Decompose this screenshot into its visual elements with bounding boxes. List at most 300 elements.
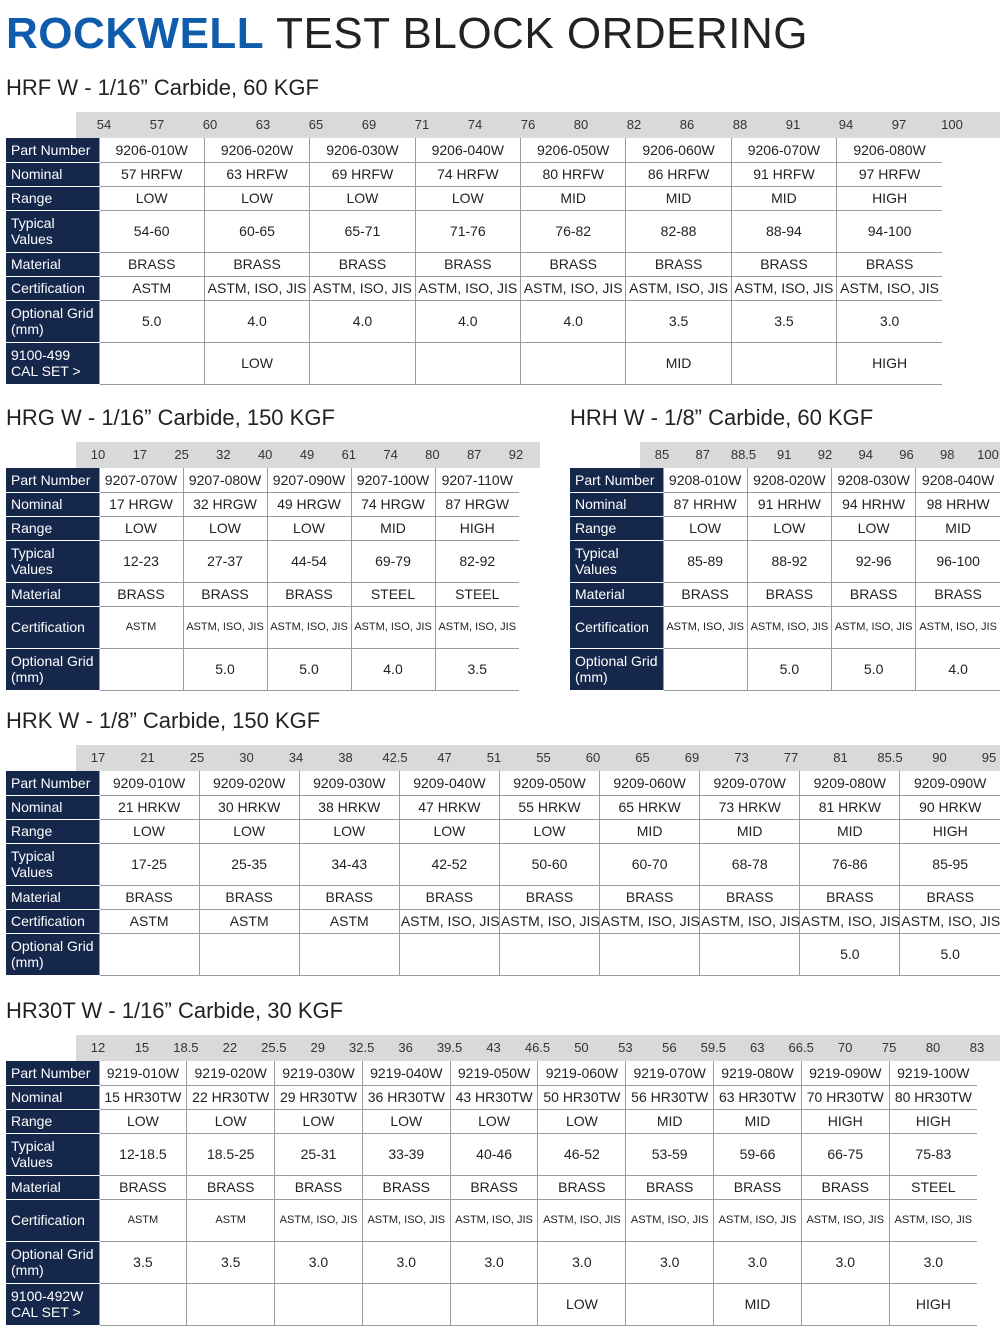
- table-cell: [299, 933, 399, 975]
- spec-table: [6, 138, 942, 385]
- table-cell: 94-100: [837, 210, 942, 252]
- section-title: HRG W - 1/16” Carbide, 150 KGF: [6, 405, 335, 430]
- scale-tick-label: 17: [90, 750, 106, 765]
- scale-tick-label: 85: [654, 447, 670, 462]
- table-cell: BRASS: [299, 885, 399, 909]
- table-cell: 9206-050W: [521, 138, 626, 162]
- row-label: Optional Grid (mm): [6, 933, 99, 975]
- table-cell: 80 HRFW: [521, 162, 626, 186]
- table-cell: 17-25: [99, 843, 199, 885]
- table-cell: 88-92: [747, 540, 831, 582]
- table-cell: 69 HRFW: [310, 162, 415, 186]
- table-cell: MID: [700, 819, 800, 843]
- scale-tick-label: 69: [361, 117, 377, 132]
- table-cell: 97 HRFW: [837, 162, 942, 186]
- scale-tick-label: 54: [96, 117, 112, 132]
- table-cell: LOW: [99, 516, 183, 540]
- table-cell: 18.5-25: [187, 1133, 275, 1175]
- table-row-nominal: [6, 162, 942, 186]
- table-cell: LOW: [415, 186, 520, 210]
- table-row-range: [6, 186, 942, 210]
- table-cell: 4.0: [204, 300, 309, 342]
- scale-tick-label: 63: [750, 1040, 765, 1055]
- row-label: 9100-499 CAL SET >: [6, 342, 99, 384]
- row-label: Typical Values: [6, 843, 99, 885]
- scale-tick-label: 100: [941, 117, 963, 132]
- row-label: Optional Grid (mm): [6, 1241, 99, 1283]
- section-title: HR30T W - 1/16” Carbide, 30 KGF: [6, 998, 344, 1023]
- table-cell: 9208-020W: [747, 468, 831, 492]
- table-cell: BRASS: [900, 885, 1000, 909]
- table-cell: 63 HR30TW: [714, 1085, 802, 1109]
- table-cell: 3.0: [450, 1241, 538, 1283]
- table-row-grid: [6, 648, 519, 690]
- table-cell: 81 HRKW: [800, 795, 900, 819]
- table-cell: 3.0: [714, 1241, 802, 1283]
- row-label: Certification: [6, 276, 99, 300]
- scale-tick-label: 69: [684, 750, 700, 765]
- table-row-certification: [6, 1199, 977, 1241]
- scale-tick-label: 87: [466, 447, 482, 462]
- table-cell: ASTM, ISO, JIS: [415, 276, 520, 300]
- table-cell: MID: [521, 186, 626, 210]
- table-cell: 50-60: [499, 843, 599, 885]
- table-cell: 85-89: [663, 540, 747, 582]
- table-cell: 9206-010W: [99, 138, 204, 162]
- table-row-nominal: [6, 1085, 977, 1109]
- table-cell: MID: [626, 186, 731, 210]
- table-cell: 27-37: [183, 540, 267, 582]
- table-row-part-number: [6, 771, 1000, 795]
- table-cell: ASTM, ISO, JIS: [521, 276, 626, 300]
- scale-tick-label: 74: [383, 447, 398, 462]
- table-cell: ASTM, ISO, JIS: [399, 909, 499, 933]
- table-cell: 9209-050W: [499, 771, 599, 795]
- table-cell: 98 HRHW: [916, 492, 1000, 516]
- table-cell: 3.0: [801, 1241, 889, 1283]
- row-label: Material: [570, 582, 663, 606]
- row-label: Material: [6, 1175, 99, 1199]
- table-cell: ASTM, ISO, JIS: [362, 1199, 450, 1241]
- table-cell: LOW: [187, 1109, 275, 1133]
- table-cell: 36 HR30TW: [362, 1085, 450, 1109]
- scale-tick-label: 80: [925, 1040, 941, 1055]
- table-cell: ASTM, ISO, JIS: [889, 1199, 977, 1241]
- table-cell: [99, 933, 199, 975]
- table-cell: 60-70: [600, 843, 700, 885]
- table-row-typical: [6, 540, 519, 582]
- table-cell: [600, 933, 700, 975]
- table-cell: HIGH: [889, 1283, 977, 1325]
- table-cell: 50 HR30TW: [538, 1085, 626, 1109]
- scale-tick-label: 12: [90, 1040, 106, 1055]
- table-cell: [731, 342, 836, 384]
- table-cell: 4.0: [310, 300, 415, 342]
- row-label: Part Number: [6, 138, 99, 162]
- table-cell: HIGH: [801, 1109, 889, 1133]
- scale-tick-label: 96: [899, 447, 914, 462]
- scale-tick-label: 70: [837, 1040, 853, 1055]
- scale-tick-label: 50: [574, 1040, 589, 1055]
- table-cell: 9206-020W: [204, 138, 309, 162]
- table-cell: 9209-010W: [99, 771, 199, 795]
- table-row-part-number: [570, 468, 1000, 492]
- table-cell: 3.5: [626, 300, 731, 342]
- table-row-certification: [6, 606, 519, 648]
- table-cell: LOW: [267, 516, 351, 540]
- table-cell: 9207-110W: [435, 468, 519, 492]
- table-cell: ASTM, ISO, JIS: [183, 606, 267, 648]
- table-cell: 3.0: [538, 1241, 626, 1283]
- scale-tick-label: 94: [838, 117, 854, 132]
- row-label: Nominal: [570, 492, 663, 516]
- table-cell: [199, 933, 299, 975]
- table-cell: LOW: [399, 819, 499, 843]
- scale-tick-label: 18.5: [173, 1040, 199, 1055]
- row-label: Certification: [570, 606, 663, 648]
- table-cell: ASTM, ISO, JIS: [538, 1199, 626, 1241]
- table-cell: 3.0: [362, 1241, 450, 1283]
- scale-tick-label: 43: [486, 1040, 501, 1055]
- table-row-typical: [6, 210, 942, 252]
- table-cell: ASTM: [99, 606, 183, 648]
- table-cell: BRASS: [267, 582, 351, 606]
- table-cell: ASTM, ISO, JIS: [731, 276, 836, 300]
- scale-tick-label: 81: [833, 750, 848, 765]
- scale-tick-label: 73: [734, 750, 749, 765]
- table-cell: ASTM, ISO, JIS: [916, 606, 1000, 648]
- table-cell: 82-92: [435, 540, 519, 582]
- table-cell: 74 HRFW: [415, 162, 520, 186]
- table-cell: 3.0: [889, 1241, 977, 1283]
- row-label: Material: [6, 582, 99, 606]
- scale-tick-label: 95: [981, 750, 997, 765]
- table-cell: 9219-040W: [362, 1061, 450, 1085]
- table-cell: HIGH: [837, 186, 942, 210]
- scale-tick-label: 25.5: [261, 1040, 287, 1055]
- table-cell: 92-96: [832, 540, 916, 582]
- table-cell: 3.5: [731, 300, 836, 342]
- scale-tick-label: 34: [288, 750, 304, 765]
- scale-tick-label: 80: [425, 447, 440, 462]
- table-cell: [521, 342, 626, 384]
- spec-table: [6, 468, 519, 691]
- table-cell: 38 HRKW: [299, 795, 399, 819]
- scale-tick-label: 55: [536, 750, 551, 765]
- table-cell: BRASS: [521, 252, 626, 276]
- table-cell: [310, 342, 415, 384]
- table-cell: BRASS: [199, 885, 299, 909]
- table-row-material: [6, 252, 942, 276]
- table-row-grid: [6, 933, 1000, 975]
- scale-tick-label: 15: [134, 1040, 150, 1055]
- table-cell: 9206-040W: [415, 138, 520, 162]
- table-cell: ASTM, ISO, JIS: [204, 276, 309, 300]
- table-row-material: [6, 885, 1000, 909]
- table-cell: LOW: [310, 186, 415, 210]
- table-cell: 74 HRGW: [351, 492, 435, 516]
- table-cell: 82-88: [626, 210, 731, 252]
- spec-table: [6, 771, 1000, 976]
- scale-tick-label: 82: [626, 117, 642, 132]
- table-cell: LOW: [362, 1109, 450, 1133]
- table-cell: 43 HR30TW: [450, 1085, 538, 1109]
- table-cell: ASTM, ISO, JIS: [275, 1199, 363, 1241]
- row-label: Optional Grid (mm): [6, 648, 99, 690]
- table-row-grid: [6, 1241, 977, 1283]
- table-cell: 85-95: [900, 843, 1000, 885]
- table-cell: 87 HRHW: [663, 492, 747, 516]
- table-cell: BRASS: [99, 885, 199, 909]
- row-label: Typical Values: [6, 210, 99, 252]
- table-cell: MID: [626, 1109, 714, 1133]
- table-cell: 9206-070W: [731, 138, 836, 162]
- row-label: Nominal: [6, 1085, 99, 1109]
- table-cell: 4.0: [916, 648, 1000, 690]
- table-cell: 9207-100W: [351, 468, 435, 492]
- table-cell: 59-66: [714, 1133, 802, 1175]
- table-cell: 9206-080W: [837, 138, 942, 162]
- table-cell: 5.0: [99, 300, 204, 342]
- table-cell: BRASS: [800, 885, 900, 909]
- table-row-material: [6, 1175, 977, 1199]
- table-cell: MID: [714, 1283, 802, 1325]
- table-cell: 3.5: [187, 1241, 275, 1283]
- table-cell: [99, 342, 204, 384]
- table-cell: LOW: [538, 1109, 626, 1133]
- table-cell: 9219-080W: [714, 1061, 802, 1085]
- table-cell: BRASS: [99, 582, 183, 606]
- table-cell: 25-31: [275, 1133, 363, 1175]
- table-cell: BRASS: [183, 582, 267, 606]
- table-cell: 9209-070W: [700, 771, 800, 795]
- row-label: Range: [6, 516, 99, 540]
- table-cell: MID: [916, 516, 1000, 540]
- table-row-material: [6, 582, 519, 606]
- scale-tick-label: 98: [940, 447, 955, 462]
- scale-tick-label: 32.5: [349, 1040, 375, 1055]
- row-label: Part Number: [6, 1061, 99, 1085]
- table-cell: BRASS: [99, 252, 204, 276]
- table-cell: BRASS: [663, 582, 747, 606]
- table-cell: 5.0: [267, 648, 351, 690]
- table-cell: 88-94: [731, 210, 836, 252]
- row-label: Material: [6, 252, 99, 276]
- scale-tick-label: 39.5: [436, 1040, 463, 1055]
- table-cell: 91 HRHW: [747, 492, 831, 516]
- scale-tick-label: 66.5: [788, 1040, 814, 1055]
- table-row-certification: [6, 276, 942, 300]
- table-cell: LOW: [832, 516, 916, 540]
- table-cell: 42-52: [399, 843, 499, 885]
- section-title: HRF W - 1/16” Carbide, 60 KGF: [6, 75, 319, 100]
- table-cell: ASTM, ISO, JIS: [626, 1199, 714, 1241]
- row-label: Part Number: [6, 468, 99, 492]
- table-cell: 9208-010W: [663, 468, 747, 492]
- table-cell: ASTM: [299, 909, 399, 933]
- table-cell: [99, 648, 183, 690]
- row-label: 9100-492W CAL SET >: [6, 1283, 99, 1325]
- scale-tick-label: 75: [881, 1040, 897, 1055]
- table-cell: 9208-030W: [832, 468, 916, 492]
- table-cell: BRASS: [362, 1175, 450, 1199]
- table-cell: 12-23: [99, 540, 183, 582]
- table-cell: BRASS: [204, 252, 309, 276]
- scale-tick-label: 21: [140, 750, 155, 765]
- row-label: Optional Grid (mm): [6, 300, 99, 342]
- table-cell: 5.0: [183, 648, 267, 690]
- scale-tick-label: 59.5: [700, 1040, 726, 1055]
- table-cell: 54-60: [99, 210, 204, 252]
- row-label: Optional Grid (mm): [570, 648, 663, 690]
- table-cell: STEEL: [889, 1175, 977, 1199]
- table-cell: ASTM, ISO, JIS: [747, 606, 831, 648]
- table-row-range: [6, 516, 519, 540]
- table-cell: [663, 648, 747, 690]
- row-label: Part Number: [570, 468, 663, 492]
- table-cell: BRASS: [626, 252, 731, 276]
- page-title-rest: TEST BLOCK ORDERING: [276, 9, 809, 58]
- table-cell: LOW: [99, 1109, 187, 1133]
- scale-tick-label: 22: [222, 1040, 238, 1055]
- scale-tick-label: 100: [977, 447, 999, 462]
- scale-tick-label: 61: [341, 447, 357, 462]
- scale-tick-label: 53: [618, 1040, 633, 1055]
- table-cell: BRASS: [399, 885, 499, 909]
- row-label: Typical Values: [6, 540, 99, 582]
- row-label: Certification: [6, 1199, 99, 1241]
- table-cell: ASTM, ISO, JIS: [714, 1199, 802, 1241]
- table-cell: 29 HR30TW: [275, 1085, 363, 1109]
- table-cell: MID: [731, 186, 836, 210]
- scale-tick-label: 94: [858, 447, 873, 462]
- table-cell: ASTM, ISO, JIS: [700, 909, 800, 933]
- table-cell: 9209-060W: [600, 771, 700, 795]
- row-label: Range: [6, 186, 99, 210]
- table-cell: 3.0: [626, 1241, 714, 1283]
- table-cell: 12-18.5: [99, 1133, 187, 1175]
- hardness-scale-bar: [76, 442, 540, 468]
- table-row-range: [570, 516, 1000, 540]
- spec-table: [570, 468, 1000, 691]
- scale-tick-label: 83: [969, 1040, 985, 1055]
- table-cell: 9207-080W: [183, 468, 267, 492]
- table-cell: 71-76: [415, 210, 520, 252]
- table-cell: 32 HRGW: [183, 492, 267, 516]
- table-row-certification: [6, 909, 1000, 933]
- table-cell: 69-79: [351, 540, 435, 582]
- scale-tick-label: 76: [520, 117, 536, 132]
- table-cell: 56 HR30TW: [626, 1085, 714, 1109]
- hardness-scale-bar: [76, 745, 1000, 771]
- table-cell: LOW: [199, 819, 299, 843]
- table-cell: ASTM, ISO, JIS: [435, 606, 519, 648]
- table-cell: 5.0: [747, 648, 831, 690]
- table-cell: ASTM: [199, 909, 299, 933]
- table-cell: HIGH: [837, 342, 942, 384]
- table-row-material: [570, 582, 1000, 606]
- table-cell: 34-43: [299, 843, 399, 885]
- table-cell: LOW: [204, 186, 309, 210]
- table-row-nominal: [6, 492, 519, 516]
- table-cell: [399, 933, 499, 975]
- table-cell: 66-75: [801, 1133, 889, 1175]
- table-cell: 94 HRHW: [832, 492, 916, 516]
- scale-tick-label: 65: [635, 750, 650, 765]
- table-cell: 87 HRGW: [435, 492, 519, 516]
- table-cell: 30 HRKW: [199, 795, 299, 819]
- table-cell: LOW: [183, 516, 267, 540]
- scale-tick-label: 25: [174, 447, 189, 462]
- page-title: [6, 8, 808, 60]
- table-cell: 9209-020W: [199, 771, 299, 795]
- scale-tick-label: 91: [777, 447, 792, 462]
- table-cell: BRASS: [714, 1175, 802, 1199]
- table-row-cal-set: [6, 342, 942, 384]
- table-row-part-number: [6, 138, 942, 162]
- scale-tick-label: 30: [239, 750, 254, 765]
- row-label: Nominal: [6, 795, 99, 819]
- table-cell: 4.0: [415, 300, 520, 342]
- scale-tick-label: 88.5: [730, 447, 757, 462]
- table-cell: MID: [351, 516, 435, 540]
- scale-tick-label: 57: [149, 117, 165, 132]
- table-row-nominal: [6, 795, 1000, 819]
- scale-tick-label: 88: [732, 117, 748, 132]
- table-cell: 17 HRGW: [99, 492, 183, 516]
- table-cell: 3.5: [435, 648, 519, 690]
- table-row-range: [6, 1109, 977, 1133]
- row-label: Nominal: [6, 492, 99, 516]
- table-cell: LOW: [538, 1283, 626, 1325]
- table-cell: 9219-090W: [801, 1061, 889, 1085]
- table-cell: LOW: [299, 819, 399, 843]
- table-cell: LOW: [204, 342, 309, 384]
- scale-tick-label: 25: [189, 750, 205, 765]
- table-cell: 73 HRKW: [700, 795, 800, 819]
- table-cell: STEEL: [435, 582, 519, 606]
- table-cell: [499, 933, 599, 975]
- table-cell: BRASS: [187, 1175, 275, 1199]
- row-label: Material: [6, 885, 99, 909]
- table-cell: ASTM, ISO, JIS: [450, 1199, 538, 1241]
- table-cell: LOW: [450, 1109, 538, 1133]
- table-cell: LOW: [99, 819, 199, 843]
- table-row-part-number: [6, 468, 519, 492]
- table-cell: 9209-080W: [800, 771, 900, 795]
- scale-tick-label: 91: [785, 117, 801, 132]
- table-cell: 65 HRKW: [600, 795, 700, 819]
- table-cell: BRASS: [600, 885, 700, 909]
- table-cell: 5.0: [800, 933, 900, 975]
- row-label: Certification: [6, 909, 99, 933]
- table-cell: MID: [600, 819, 700, 843]
- table-cell: HIGH: [435, 516, 519, 540]
- table-cell: ASTM: [99, 909, 199, 933]
- table-row-part-number: [6, 1061, 977, 1085]
- table-cell: 60-65: [204, 210, 309, 252]
- table-cell: 9219-060W: [538, 1061, 626, 1085]
- table-row-grid: [570, 648, 1000, 690]
- scale-tick-label: 60: [585, 750, 601, 765]
- table-cell: ASTM, ISO, JIS: [801, 1199, 889, 1241]
- table-cell: 76-86: [800, 843, 900, 885]
- table-cell: HIGH: [900, 819, 1000, 843]
- table-row-certification: [570, 606, 1000, 648]
- section-title: HRH W - 1/8” Carbide, 60 KGF: [570, 405, 874, 430]
- table-cell: 76-82: [521, 210, 626, 252]
- scale-tick-label: 63: [255, 117, 271, 132]
